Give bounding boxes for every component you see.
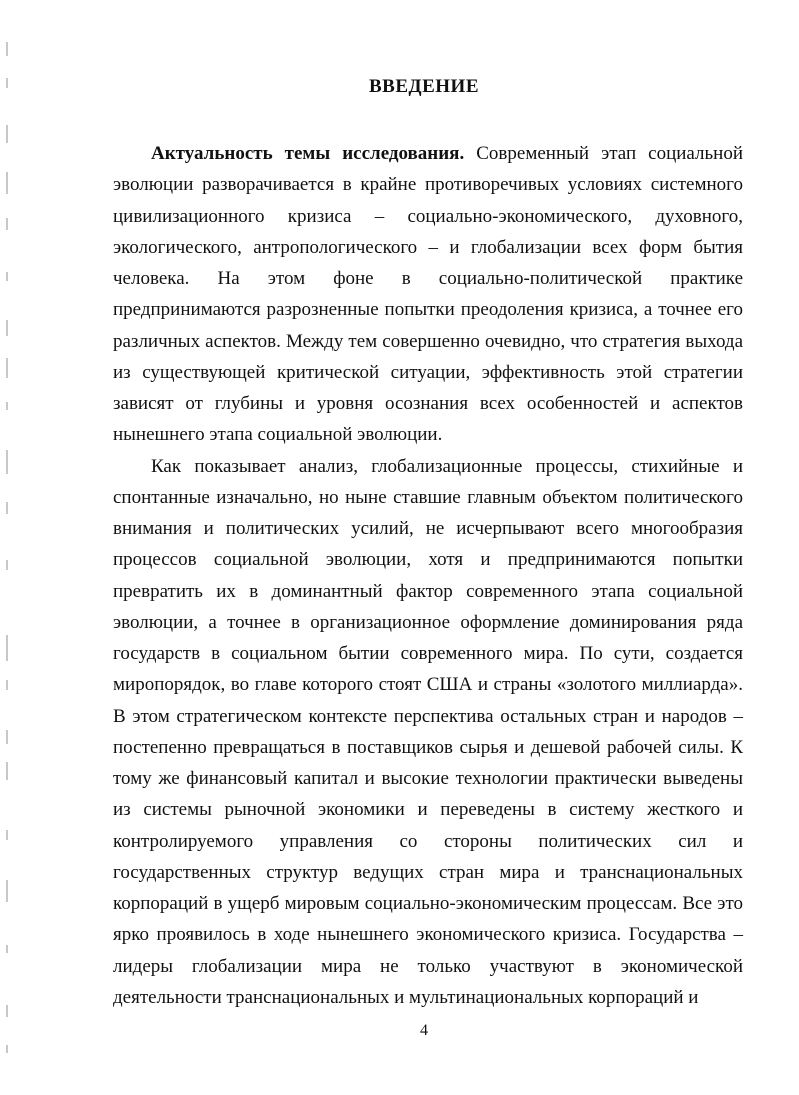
scan-edge-marks: [4, 40, 12, 1080]
paragraph-2-text: Как показывает анализ, глобализационные процессы, стихийные и спонтанные изначально, но ныне ставшие главным объектом политического внимания и политических усилий, не исчерпывают всего многообразия процессов социальной эволюции, хотя и предпринимаются попытки превратить их в доминантный фактор современного этапа социальной эволюции, а точнее в организационное оформление доминирования ряда государств в социальном бытии современного мира. По сути, создается миропорядок, во главе которого стоят США и страны «золотого миллиарда». В этом стратегическом контексте перспектива остальных стран и народов – постепенно превращаться в поставщиков сырья и дешевой рабочей силы. К тому же финансовый капитал и высокие технологии практически выведены из системы рыночной экономики и переведены в систему жесткого и контролируемого управления со стороны политических сил и государственных структур ведущих стран мира и транснациональных корпораций в ущерб мировым социально-экономическим процессам. Все это ярко проявилось в ходе нынешнего экономического кризиса. Государства – лидеры глобализации мира не только участвуют в экономической деятельности транснациональных и мультинациональных корпораций и: [113, 455, 743, 1008]
page-title: ВВЕДЕНИЕ: [369, 76, 479, 97]
paragraph-1-lead: Актуальность темы исследования.: [151, 143, 465, 164]
page-number: 4: [420, 1022, 428, 1039]
paragraph-1: [113, 138, 743, 451]
body-text: [113, 138, 743, 1013]
paragraph-1-text: Современный этап социальной эволюции разворачивается в крайне противоречивых условиях системного цивилизационного кризиса – социально-экономического, духовного, экологического, антропологического – и глобализации всех форм бытия человека. На этом фоне в социально-политической практике предпринимаются разрозненные попытки преодоления кризиса, а точнее его различных аспектов. Между тем совершенно очевидно, что стратегия выхода из существующей критической ситуации, эффективность этой стратегии зависят от глубины и уровня осознания всех особенностей и аспектов нынешнего этапа социальной эволюции.: [113, 143, 743, 446]
paragraph-2: [113, 451, 743, 1014]
